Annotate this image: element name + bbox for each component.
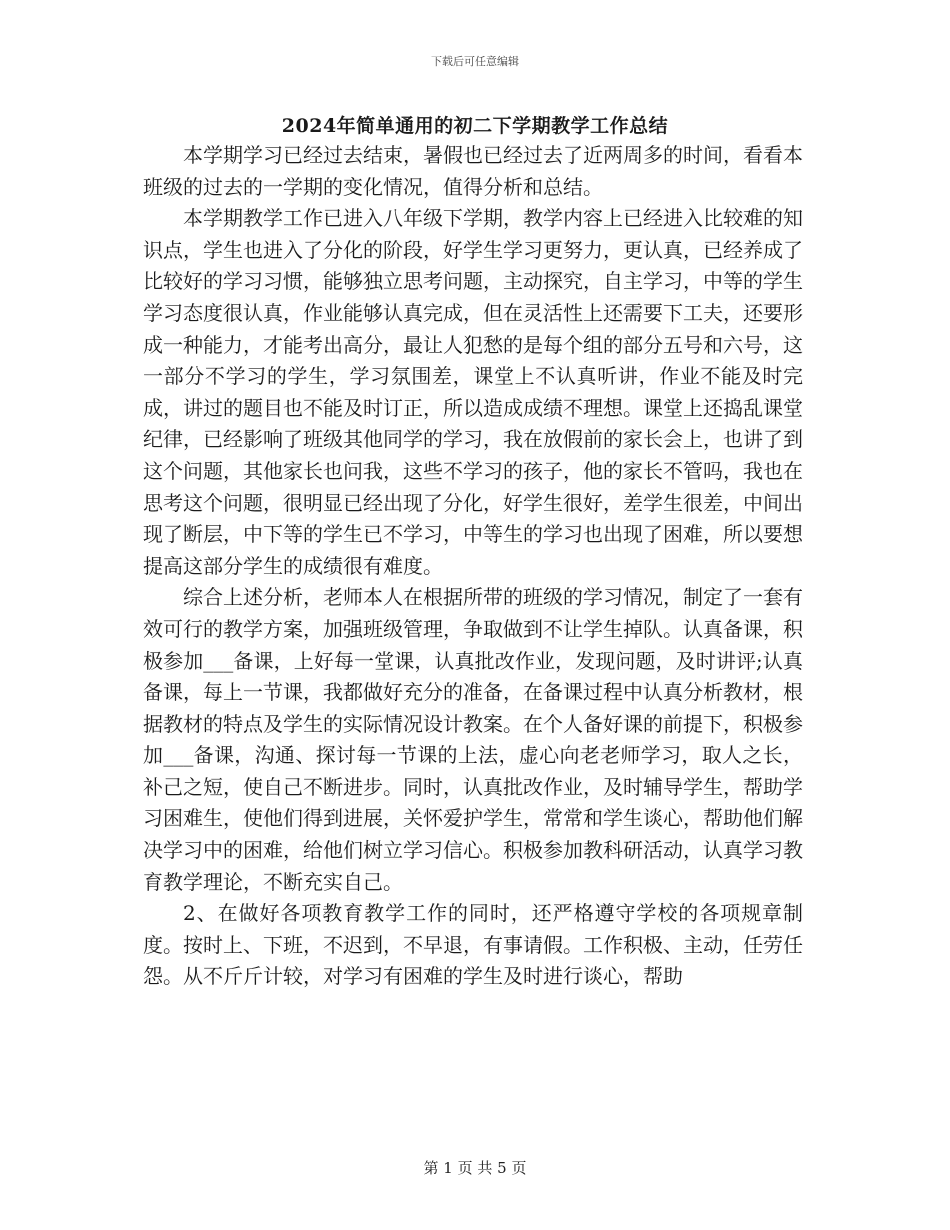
page-indicator: 第 1 页 共 5 页: [423, 1159, 527, 1177]
paragraph-3: 综合上述分析，老师本人在根据所带的班级的学习情况，制定了一套有效可行的教学方案，加强班级管理，争取做到不让学生掉队。认真备课，积极参加___备课，上好每一堂课，认真批改作业，发现问题，及时讲评;认真备课，每上一节课，我都做好充分的准备，在备课过程中认真分析教材，根据教材的特点及学生的实际情况设计教案。在个人备好课的前提下，积极参加___备课，沟通、探讨每一节课的上法，虚心向老老师学习，取人之长，补己之短，使自己不断进步。同时，认真批改作业，及时辅导学生，帮助学习困难生，使他们得到进展，关怀爱护学生，常常和学生谈心，帮助他们解决学习中的困难，给他们树立学习信心。积极参加教科研活动，认真学习教育教学理论，不断充实自己。: [143, 585, 803, 894]
paragraph-4: 2、在做好各项教育教学工作的同时，还严格遵守学校的各项规章制度。按时上、下班，不迟到，不早退，有事请假。工作积极、主动，任劳任怨。从不斤斤计较，对学习有困难的学生及时进行谈心，帮助: [143, 901, 803, 989]
paragraph-1: 本学期学习已经过去结束，暑假也已经过去了近两周多的时间，看看本班级的过去的一学期的变化情况，值得分析和总结。: [143, 143, 803, 199]
paragraph-2: 本学期教学工作已进入八年级下学期，教学内容上已经进入比较难的知识点，学生也进入了分化的阶段，好学生学习更努力，更认真，已经养成了比较好的学习习惯，能够独立思考问题，主动探究，自主学习，中等的学生学习态度很认真，作业能够认真完成，但在灵活性上还需要下工夫，还要形成一种能力，才能考出高分，最让人犯愁的是每个组的部分五号和六号，这一部分不学习的学生，学习氛围差，课堂上不认真听讲，作业不能及时完成，讲过的题目也不能及时订正，所以造成成绩不理想。课堂上还捣乱课堂纪律，已经影响了班级其他同学的学习，我在放假前的家长会上，也讲了到这个问题，其他家长也问我，这些不学习的孩子，他的家长不管吗，我也在思考这个问题，很明显已经出现了分化，好学生很好，差学生很差，中间出现了断层，中下等的学生已不学习，中等生的学习也出现了困难，所以要想提高这部分学生的成绩很有难度。: [143, 206, 803, 578]
document-title: 2024年简单通用的初二下学期教学工作总结: [281, 115, 669, 137]
header-note: 下载后可任意编辑: [431, 55, 519, 68]
document-body: [143, 140, 803, 993]
